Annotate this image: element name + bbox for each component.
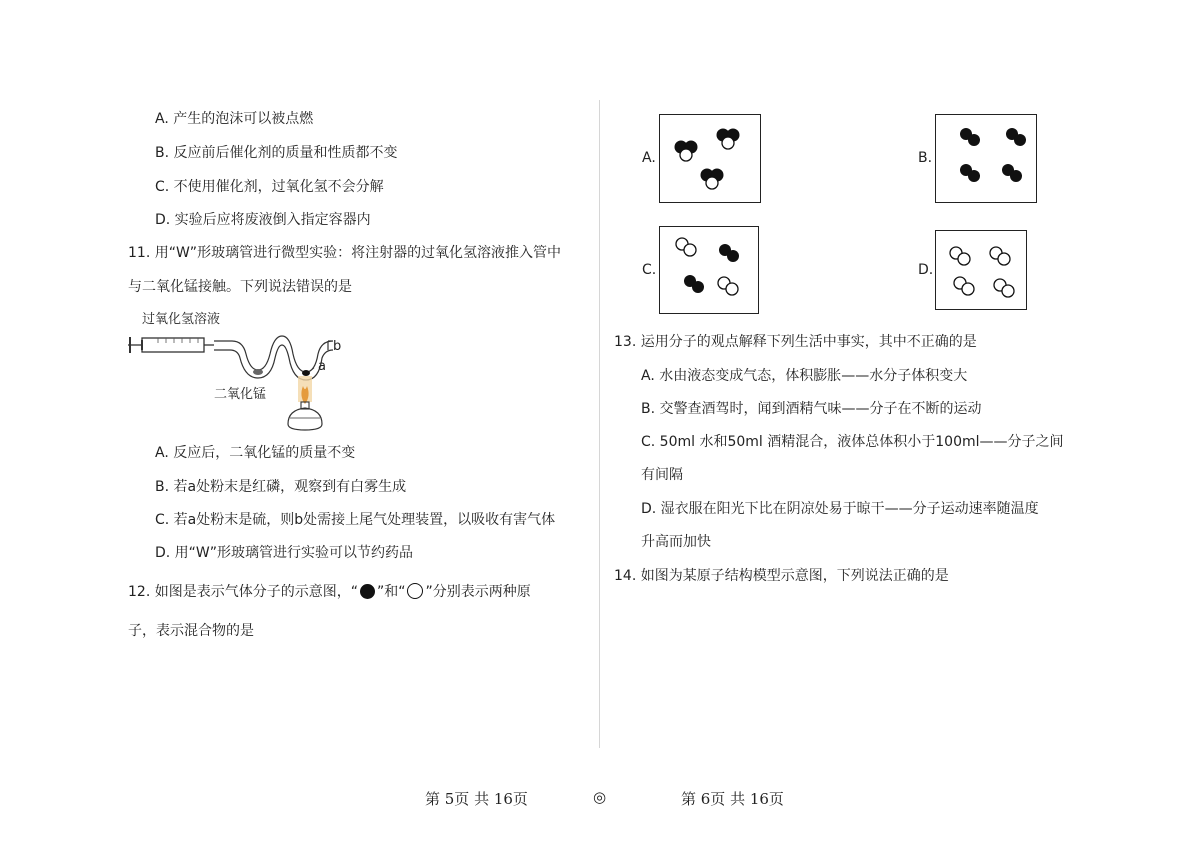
footer-left-page: 第 5页 共 16页 — [425, 790, 528, 808]
figure-d-box — [935, 230, 1027, 310]
figure-c-box — [659, 226, 759, 314]
manganese-dioxide-powder — [253, 369, 263, 375]
figure-b-label: B. — [918, 150, 933, 166]
black-atom-icon — [360, 584, 375, 599]
q12-stem-part1: 12. 如图是表示气体分子的示意图，“ — [128, 584, 358, 600]
q11-option-c: C. 若a处粉末是硫，则b处需接上尾气处理装置，以吸收有害气体 — [155, 512, 556, 528]
q13-option-b: B. 交警查酒驾时，闻到酒精气味——分子在不断的运动 — [641, 401, 982, 417]
q10-option-d: D. 实验后应将废液倒入指定容器内 — [155, 212, 371, 228]
q10-option-b: B. 反应前后催化剂的质量和性质都不变 — [155, 145, 398, 161]
syringe-label: 过氧化氢溶液 — [142, 312, 221, 327]
point-b-label: b — [333, 339, 342, 354]
q13-option-c-cont: 有间隔 — [641, 467, 683, 483]
alcohol-lamp — [288, 408, 322, 430]
syringe-barrel — [142, 338, 204, 352]
q13-stem: 13. 运用分子的观点解释下列生活中事实，其中不正确的是 — [614, 334, 977, 350]
q12-stem-line2: 子，表示混合物的是 — [128, 623, 254, 639]
figure-c-label: C. — [642, 262, 657, 278]
q11-option-b: B. 若a处粉末是红磷，观察到有白雾生成 — [155, 479, 407, 495]
catalyst-label: 二氧化锰 — [214, 387, 267, 402]
q10-option-a: A. 产生的泡沫可以被点燃 — [155, 111, 314, 127]
q11-stem-line1: 11. 用“W”形玻璃管进行微型实验：将注射器的过氧化氢溶液推入管中 — [128, 245, 562, 261]
q13-option-a: A. 水由液态变成气态，体积膨胀——水分子体积变大 — [641, 368, 968, 384]
footer-right-page: 第 6页 共 16页 — [681, 790, 784, 808]
w-tube — [214, 336, 333, 372]
figure-b-box — [935, 114, 1037, 203]
q12-stem-part2: ”和“ — [376, 584, 406, 600]
q12-stem-line1 — [128, 583, 531, 601]
point-a-label: a — [318, 359, 326, 374]
powder-a — [302, 370, 310, 376]
q10-option-c: C. 不使用催化剂，过氧化氢不会分解 — [155, 179, 384, 195]
q13-option-d: D. 湿衣服在阳光下比在阴凉处易于晾干——分子运动速率随温度 — [641, 501, 1039, 517]
q11-option-d: D. 用“W”形玻璃管进行实验可以节约药品 — [155, 545, 414, 561]
footer-center-symbol: ◎ — [593, 788, 607, 806]
figure-d-molecules — [936, 231, 1026, 309]
q13-option-d-cont: 升高而加快 — [641, 534, 711, 550]
q11-option-a: A. 反应后，二氧化锰的质量不变 — [155, 445, 356, 461]
figure-a-molecules — [660, 115, 760, 202]
q12-stem-part3: ”分别表示两种原 — [425, 584, 531, 600]
figure-c-molecules — [660, 227, 758, 313]
q13-option-c: C. 50ml 水和50ml 酒精混合，液体总体积小于100ml——分子之间 — [641, 434, 1064, 450]
figure-b-molecules — [936, 115, 1036, 202]
white-atom-icon — [407, 583, 423, 599]
figure-d-label: D. — [918, 262, 934, 278]
column-divider — [599, 100, 600, 748]
figure-a-label: A. — [642, 150, 656, 166]
q14-stem: 14. 如图为某原子结构模型示意图，下列说法正确的是 — [614, 568, 949, 584]
q11-stem-line2: 与二氧化锰接触。下列说法错误的是 — [128, 279, 352, 295]
figure-a-box — [659, 114, 761, 203]
